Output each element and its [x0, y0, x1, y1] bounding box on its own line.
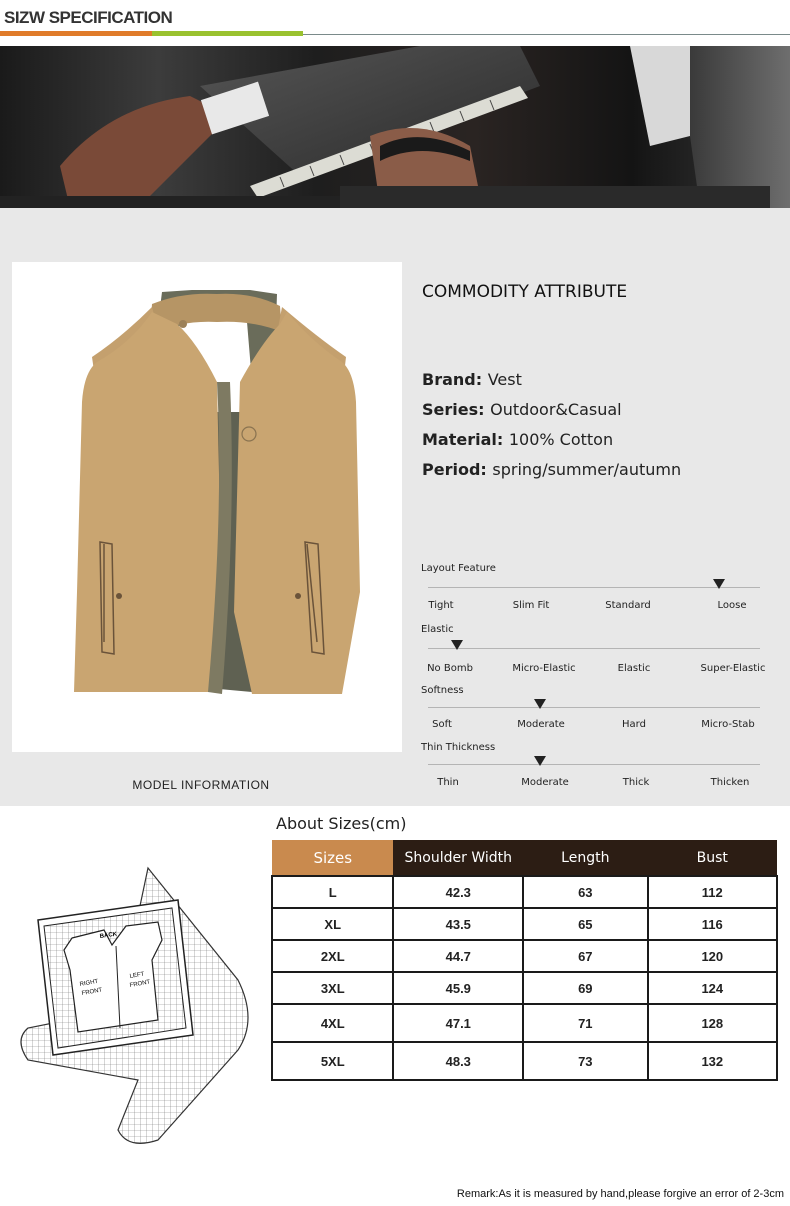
- table-row: [272, 908, 777, 940]
- bust-cell: 132: [648, 1042, 777, 1080]
- bust-cell: 116: [648, 908, 777, 940]
- feature-elastic-scale: [428, 648, 760, 649]
- table-row: [272, 940, 777, 972]
- feature-layout-marker: [713, 579, 725, 589]
- shoulder-cell: 45.9: [393, 972, 523, 1004]
- shoulder-cell: 44.7: [393, 940, 523, 972]
- title-underline-green: [152, 31, 303, 36]
- attr-material-value: 100% Cotton: [508, 430, 614, 449]
- feature-thickness-label: Thin Thickness: [421, 742, 496, 753]
- feature-thickness-option: Thicken: [710, 777, 750, 788]
- attr-material: [422, 430, 613, 449]
- diagram-left-front-label: FRONT: [129, 979, 151, 989]
- feature-elastic-option: Super-Elastic: [700, 663, 766, 674]
- shoulder-cell: 42.3: [393, 876, 523, 908]
- feature-elastic-marker: [451, 640, 463, 650]
- length-cell: 69: [523, 972, 648, 1004]
- feature-softness-label: Softness: [421, 685, 464, 696]
- feature-thickness-scale: [428, 764, 760, 765]
- shoulder-cell: 47.1: [393, 1004, 523, 1042]
- feature-softness-scale: [428, 707, 760, 708]
- attr-period: [422, 460, 681, 479]
- diagram-back-label: BACK: [99, 931, 118, 940]
- attr-brand-label: Brand: [422, 370, 476, 389]
- table-row: [272, 1042, 777, 1080]
- attr-brand-sep: :: [475, 370, 488, 389]
- feature-thickness-option: Thin: [437, 777, 459, 788]
- shoulder-cell: 43.5: [393, 908, 523, 940]
- attr-series-sep: :: [478, 400, 491, 419]
- feature-layout-option: Loose: [717, 600, 747, 611]
- feature-layout-option: Standard: [605, 600, 651, 611]
- header-sizes: Sizes: [272, 840, 393, 876]
- model-information-label: MODEL INFORMATION: [132, 778, 270, 792]
- bust-cell: 112: [648, 876, 777, 908]
- attr-period-label: Period: [422, 460, 481, 479]
- header-shoulder-width: Shoulder Width: [393, 840, 523, 876]
- header-length: Length: [523, 840, 648, 876]
- feature-layout-option: Slim Fit: [512, 600, 550, 611]
- shoulder-cell: 48.3: [393, 1042, 523, 1080]
- commodity-attribute-title: COMMODITY ATTRIBUTE: [422, 282, 628, 302]
- length-cell: 65: [523, 908, 648, 940]
- feature-elastic-label: Elastic: [421, 624, 454, 635]
- feature-elastic-option: Micro-Elastic: [512, 663, 576, 674]
- table-row: [272, 876, 777, 908]
- length-cell: 73: [523, 1042, 648, 1080]
- attr-material-sep: :: [496, 430, 509, 449]
- length-cell: 63: [523, 876, 648, 908]
- feature-thickness-marker: [534, 756, 546, 766]
- banner-image: [0, 46, 790, 208]
- attr-brand-value: Vest: [487, 370, 522, 389]
- attr-material-label: Material: [422, 430, 497, 449]
- feature-layout-scale: [428, 587, 760, 588]
- table-row: [272, 972, 777, 1004]
- attr-series-value: Outdoor&Casual: [490, 400, 622, 419]
- attr-series-label: Series: [422, 400, 479, 419]
- title-divider: [303, 34, 790, 35]
- attr-series: [422, 400, 622, 419]
- feature-softness-option: Soft: [432, 719, 452, 730]
- size-cell: L: [272, 876, 393, 908]
- length-cell: 71: [523, 1004, 648, 1042]
- feature-elastic-option: Elastic: [617, 663, 651, 674]
- feature-thickness-option: Moderate: [521, 777, 569, 788]
- diagram-right-label: RIGHT: [79, 978, 99, 988]
- feature-elastic-option: No Bomb: [427, 663, 473, 674]
- size-table-title: About Sizes(cm): [276, 814, 407, 833]
- size-table-header: [272, 840, 777, 876]
- size-cell: 2XL: [272, 940, 393, 972]
- size-table: [271, 840, 778, 1081]
- size-cell: 5XL: [272, 1042, 393, 1080]
- bust-cell: 128: [648, 1004, 777, 1042]
- spec-title: SIZW SPECIFICATION: [4, 8, 173, 27]
- feature-thickness-option: Thick: [622, 777, 650, 788]
- attr-period-sep: :: [480, 460, 493, 479]
- feature-softness-marker: [534, 699, 546, 709]
- feature-layout-label: Layout Feature: [421, 563, 496, 574]
- diagram-right-front-label: FRONT: [81, 987, 103, 997]
- attr-brand: [422, 370, 522, 389]
- size-cell: 3XL: [272, 972, 393, 1004]
- header-bust: Bust: [648, 840, 777, 876]
- bust-cell: 124: [648, 972, 777, 1004]
- feature-softness-option: Moderate: [517, 719, 565, 730]
- feature-softness-option: Hard: [622, 719, 646, 730]
- feature-layout-option: Tight: [428, 600, 454, 611]
- table-row: [272, 1004, 777, 1042]
- product-image: [12, 262, 402, 752]
- size-cell: XL: [272, 908, 393, 940]
- title-underline-orange: [0, 31, 152, 36]
- size-cell: 4XL: [272, 1004, 393, 1042]
- measurement-remark: Remark:As it is measured by hand,please forgive an error of 2-3cm: [456, 1188, 784, 1200]
- diagram-left-label: LEFT: [129, 971, 145, 980]
- bust-cell: 120: [648, 940, 777, 972]
- feature-softness-option: Micro-Stab: [701, 719, 755, 730]
- measurement-diagram: [8, 860, 270, 1150]
- attr-period-value: spring/summer/autumn: [492, 460, 682, 479]
- length-cell: 67: [523, 940, 648, 972]
